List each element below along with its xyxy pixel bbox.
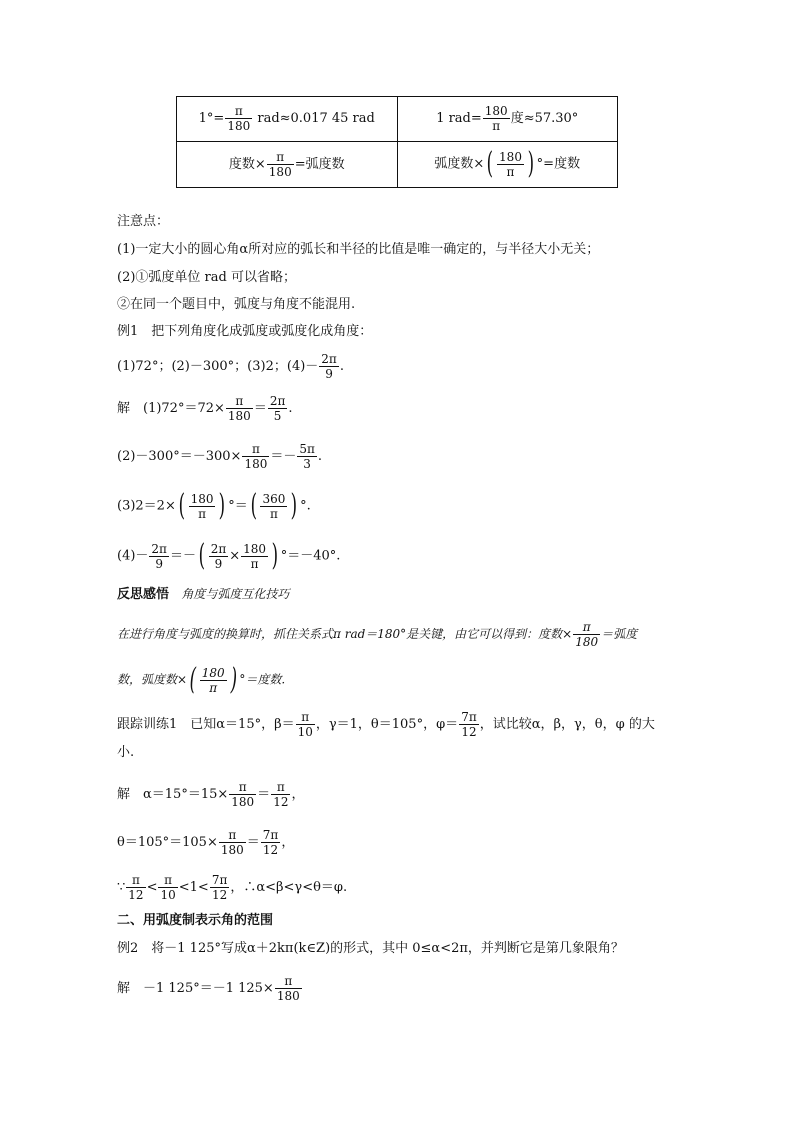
fraction bbox=[573, 620, 600, 649]
fraction bbox=[267, 150, 294, 179]
numerator: 180 bbox=[243, 541, 267, 556]
denominator: 180 bbox=[268, 164, 292, 179]
denominator: 9 bbox=[325, 367, 333, 381]
text: ＝－ bbox=[270, 449, 297, 464]
fraction bbox=[189, 492, 216, 521]
cell-text: 弧度数× bbox=[434, 156, 485, 172]
reflection-line-1 bbox=[117, 620, 637, 649]
table-cell-rad-to-degree bbox=[397, 97, 618, 142]
denominator: 3 bbox=[303, 457, 311, 471]
fraction bbox=[210, 873, 230, 902]
note-3: ②在同一个题目中，弧度与角度不能混用. bbox=[117, 297, 356, 312]
text: (4)－ bbox=[117, 548, 149, 564]
fraction bbox=[497, 150, 524, 179]
text: 解 (1)72°＝72× bbox=[117, 401, 225, 416]
note-2: (2)①弧度单位 rad 可以省略； bbox=[117, 270, 296, 285]
text: ， bbox=[281, 835, 295, 850]
numerator: 360 bbox=[262, 491, 286, 506]
text: °＝度数. bbox=[239, 672, 286, 687]
cell-text: 度数× bbox=[228, 156, 266, 172]
left-paren: ( bbox=[198, 538, 206, 573]
numerator: π bbox=[267, 150, 294, 165]
text: 数，弧度数× bbox=[117, 672, 188, 687]
cell-text: 度≈57.30° bbox=[510, 111, 579, 127]
example-2-question: 例2 将－1 125°写成α＋2kπ(k∈Z)的形式，其中 0≤α<2π，并判断它是第几象限角？ bbox=[117, 941, 624, 956]
numerator: 2π bbox=[321, 352, 337, 366]
right-paren: ) bbox=[230, 662, 237, 697]
denominator: 12 bbox=[211, 888, 228, 902]
denominator: 9 bbox=[214, 556, 223, 571]
fraction bbox=[226, 394, 253, 423]
numerator: π bbox=[158, 873, 177, 888]
denominator: 180 bbox=[276, 989, 300, 1003]
conversion-table bbox=[176, 96, 618, 188]
fraction bbox=[319, 352, 339, 381]
table-row bbox=[177, 97, 618, 142]
text: × bbox=[229, 548, 241, 564]
denominator: 180 bbox=[231, 795, 255, 809]
fraction bbox=[229, 780, 256, 809]
reflection-title: 反思感悟 bbox=[117, 587, 170, 602]
denominator: 180 bbox=[244, 457, 268, 471]
reflection-heading bbox=[117, 586, 289, 603]
text: 解 －1 125°＝－1 125× bbox=[117, 981, 274, 996]
numerator: 7π bbox=[211, 873, 228, 887]
numerator: 7π bbox=[262, 828, 279, 842]
training-solution-1 bbox=[117, 780, 304, 809]
notes-title: 注意点： bbox=[117, 214, 170, 229]
text: ，γ＝1，θ＝105°，φ＝ bbox=[315, 717, 459, 732]
text: ， bbox=[291, 787, 305, 802]
text: (2)－300°＝－300× bbox=[117, 449, 242, 464]
numerator: 180 bbox=[201, 665, 225, 680]
numerator: 5π bbox=[299, 442, 315, 456]
text: °＝－40°. bbox=[280, 548, 341, 564]
text: . bbox=[339, 359, 344, 374]
table-cell-degrees-formula bbox=[177, 141, 398, 187]
example-1-solution-1 bbox=[117, 394, 293, 423]
numerator: π bbox=[226, 394, 253, 409]
example-1-solution-3 bbox=[117, 488, 311, 523]
cell-text: °=度数 bbox=[536, 156, 581, 172]
numerator: π bbox=[126, 873, 145, 888]
text: ＝ bbox=[253, 401, 267, 416]
denominator: 12 bbox=[273, 795, 289, 809]
fraction bbox=[242, 442, 269, 471]
example-1-list bbox=[117, 352, 344, 381]
fraction bbox=[219, 828, 246, 857]
text: °＝ bbox=[228, 498, 248, 514]
numerator: π bbox=[275, 974, 302, 989]
table-cell-degree-to-rad bbox=[177, 97, 398, 142]
example-1-solution-4 bbox=[117, 538, 341, 573]
denominator: 180 bbox=[227, 409, 251, 423]
fraction bbox=[158, 873, 177, 902]
denominator: 10 bbox=[160, 888, 176, 902]
table-row bbox=[177, 141, 618, 187]
right-paren: ) bbox=[219, 488, 226, 523]
fraction bbox=[297, 442, 317, 471]
fraction bbox=[241, 542, 268, 571]
cell-text: 1°= bbox=[198, 111, 225, 127]
right-paren: ) bbox=[271, 538, 279, 573]
numerator: 180 bbox=[484, 104, 508, 119]
fraction bbox=[271, 780, 290, 809]
numerator: π bbox=[573, 620, 600, 635]
cell-text: rad≈0.017 45 rad bbox=[253, 111, 375, 127]
fraction bbox=[149, 542, 169, 571]
text: ∵ bbox=[117, 880, 126, 895]
text: (1)72°；(2)－300°；(3)2；(4)－ bbox=[117, 359, 319, 374]
denominator: π bbox=[209, 680, 218, 695]
cell-text: =弧度数 bbox=[294, 156, 345, 172]
denominator: π bbox=[250, 556, 259, 571]
left-paren: ( bbox=[189, 662, 197, 697]
text: ，试比较α，β，γ，θ，φ 的大 bbox=[479, 717, 655, 732]
fraction bbox=[126, 873, 145, 902]
text: ＝ bbox=[246, 835, 260, 850]
example-1-solution-2 bbox=[117, 442, 322, 471]
text: 跟踪训练1 已知α＝15°，β＝ bbox=[117, 717, 295, 732]
numerator: π bbox=[271, 780, 290, 795]
fraction bbox=[459, 710, 479, 739]
numerator: 180 bbox=[190, 491, 214, 506]
fraction bbox=[275, 974, 302, 1003]
fraction bbox=[296, 710, 315, 739]
fraction bbox=[261, 828, 281, 857]
right-paren: ) bbox=[290, 488, 298, 523]
text: ，∴α<β<γ<θ＝φ. bbox=[230, 880, 348, 895]
denominator: 9 bbox=[155, 556, 163, 571]
text: . bbox=[288, 401, 293, 416]
denominator: π bbox=[506, 164, 515, 179]
numerator: 180 bbox=[499, 149, 522, 164]
text: (3)2＝2× bbox=[117, 498, 176, 514]
text: °. bbox=[300, 498, 311, 514]
example-1-title: 例1 把下列角度化成弧度或弧度化成角度： bbox=[117, 324, 373, 339]
example-2-solution bbox=[117, 974, 303, 1003]
training-question bbox=[117, 710, 655, 739]
denominator: 180 bbox=[220, 843, 244, 857]
text: < bbox=[146, 880, 158, 895]
text: <1< bbox=[178, 880, 209, 895]
right-paren: ) bbox=[527, 146, 535, 182]
left-paren: ( bbox=[250, 488, 257, 523]
text: 解 α＝15°＝15× bbox=[117, 787, 229, 802]
denominator: π bbox=[492, 119, 501, 134]
denominator: 180 bbox=[227, 119, 251, 134]
fraction bbox=[225, 104, 252, 133]
numerator: π bbox=[225, 104, 252, 119]
numerator: π bbox=[296, 710, 315, 725]
numerator: 2π bbox=[151, 541, 167, 556]
text: ＝ bbox=[257, 787, 271, 802]
fraction bbox=[260, 492, 287, 521]
text: 在进行角度与弧度的换算时，抓住关系式π rad＝180°是关键，由它可以得到：度数× bbox=[117, 627, 573, 641]
fraction bbox=[209, 542, 229, 571]
denominator: 5 bbox=[273, 409, 282, 423]
text: ＝－ bbox=[169, 548, 196, 564]
denominator: π bbox=[198, 506, 206, 521]
denominator: 12 bbox=[461, 725, 477, 739]
training-solution-2 bbox=[117, 828, 294, 857]
cell-text: 1 rad= bbox=[436, 111, 482, 127]
numerator: π bbox=[219, 828, 246, 843]
fraction bbox=[200, 666, 227, 695]
denominator: 12 bbox=[128, 888, 144, 902]
training-solution-3 bbox=[117, 873, 347, 902]
text: ＝弧度 bbox=[601, 627, 638, 641]
denominator: 180 bbox=[575, 635, 599, 649]
numerator: 2π bbox=[210, 541, 227, 556]
note-1: (1)一定大小的圆心角α所对应的弧长和半径的比值是唯一确定的，与半径大小无关； bbox=[117, 242, 600, 257]
numerator: 7π bbox=[461, 710, 477, 724]
left-paren: ( bbox=[178, 488, 185, 523]
denominator: 10 bbox=[297, 725, 313, 739]
table-cell-radians-formula bbox=[397, 141, 618, 187]
left-paren: ( bbox=[486, 146, 494, 182]
text: . bbox=[317, 449, 323, 464]
section-2-title: 二、用弧度制表示角的范围 bbox=[117, 913, 274, 928]
text: θ＝105°＝105× bbox=[117, 835, 218, 850]
numerator: π bbox=[242, 442, 269, 457]
denominator: π bbox=[269, 506, 278, 521]
numerator: π bbox=[229, 780, 256, 795]
fraction bbox=[483, 104, 510, 133]
reflection-line-2 bbox=[117, 662, 286, 697]
fraction bbox=[268, 394, 288, 423]
denominator: 12 bbox=[262, 843, 279, 857]
numerator: 2π bbox=[269, 394, 286, 408]
reflection-subtitle: 角度与弧度互化技巧 bbox=[181, 587, 290, 601]
training-question-line-2: 小. bbox=[117, 745, 135, 760]
